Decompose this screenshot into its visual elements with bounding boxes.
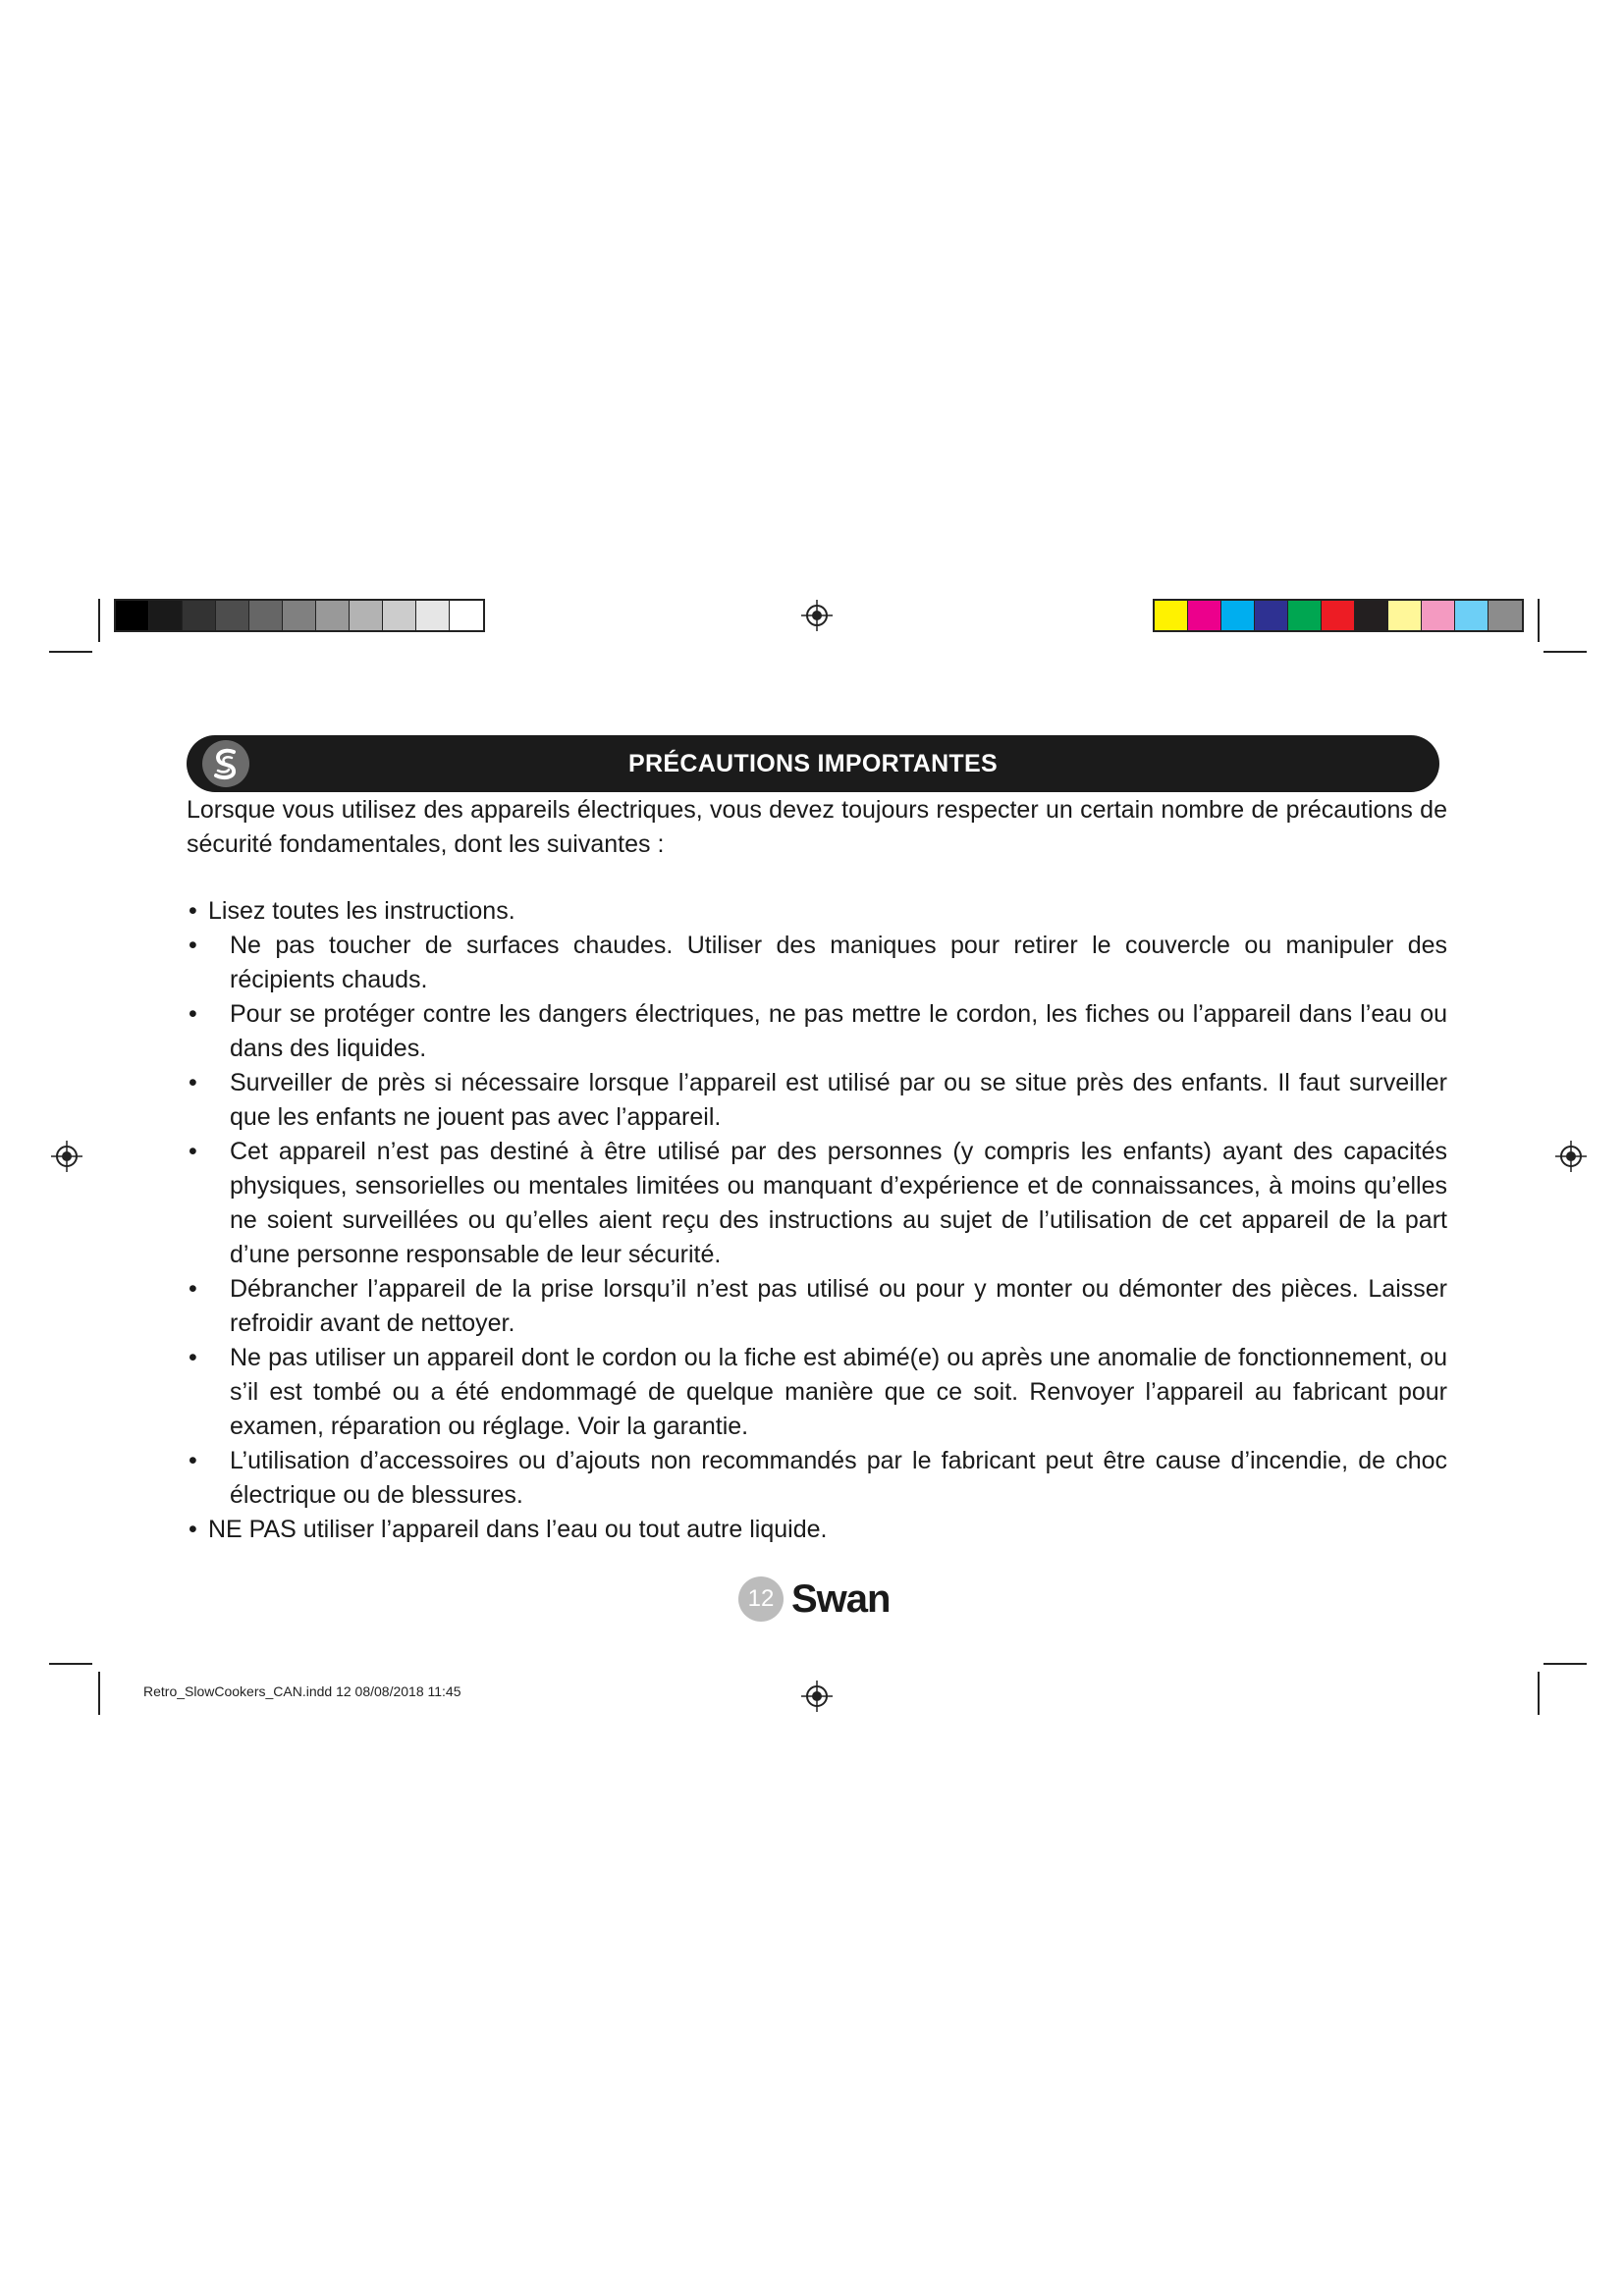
list-item: • Pour se protéger contre les dangers électriques, ne pas mettre le cordon, les fiches ou l’appareil dans l’eau ou dans des liquides. [187, 997, 1447, 1066]
list-item: • Cet appareil n’est pas destiné à être utilisé par des personnes (y compris les enfants) ayant des capacités physiques, sensorielles ou mentales limitées ou manquant d’expérience et de connaissances, à moins qu’elles ne soient surveillées ou qu’elles aient reçu des instructions au sujet de l’utilisation de cet appareil de la part d’une personne responsable de leur sécurité. [187, 1135, 1447, 1272]
list-item: • Ne pas toucher de surfaces chaudes. Utiliser des maniques pour retirer le couvercle ou manipuler des récipients chauds. [187, 929, 1447, 997]
color-swatch [1155, 601, 1188, 630]
color-swatch [1188, 601, 1221, 630]
gray-swatch [249, 601, 283, 630]
crop-mark [1543, 651, 1587, 653]
brand-logo [791, 1575, 890, 1624]
list-item: • Lisez toutes les instructions. [187, 894, 1447, 929]
gray-swatch [149, 601, 183, 630]
color-swatch [1489, 601, 1522, 630]
crop-mark [1543, 1663, 1587, 1665]
grayscale-bar [114, 599, 485, 632]
color-swatch [1355, 601, 1388, 630]
gray-swatch [450, 601, 483, 630]
color-swatch [1455, 601, 1489, 630]
print-slug: Retro_SlowCookers_CAN.indd 12 08/08/2018 11:45 [143, 1683, 461, 1699]
registration-mark-icon [51, 1141, 82, 1172]
safety-content [187, 793, 1447, 1547]
list-item: • Surveiller de près si nécessaire lorsque l’appareil est utilisé par ou se situe près des enfants. Il faut surveiller que les enfants ne jouent pas avec l’appareil. [187, 1066, 1447, 1135]
brand-name: Swan [791, 1576, 891, 1621]
registration-mark-icon [801, 600, 833, 631]
gray-swatch [416, 601, 450, 630]
page-title: PRÉCAUTIONS IMPORTANTES [628, 750, 998, 777]
color-swatch [1388, 601, 1422, 630]
list-item: • Ne pas utiliser un appareil dont le cordon ou la fiche est abimé(e) ou après une anomalie de fonctionnement, ou s’il est tombé ou a été endommagé de quelque manière que ce soit. Renvoyer l’appareil au fabricant pour examen, réparation ou réglage. Voir la garantie. [187, 1341, 1447, 1444]
gray-swatch [350, 601, 383, 630]
crop-mark [49, 651, 92, 653]
color-swatch [1288, 601, 1322, 630]
gray-swatch [183, 601, 216, 630]
list-item: • NE PAS utiliser l’appareil dans l’eau ou tout autre liquide. [187, 1513, 1447, 1547]
list-item: • L’utilisation d’accessoires ou d’ajouts non recommandés par le fabricant peut être cause d’incendie, de choc électrique ou de blessures. [187, 1444, 1447, 1513]
crop-mark [98, 599, 100, 642]
gray-swatch [116, 601, 149, 630]
gray-swatch [383, 601, 416, 630]
process-color-bar [1153, 599, 1524, 632]
page-number: 12 [738, 1576, 784, 1622]
list-item: • Débrancher l’appareil de la prise lorsqu’il n’est pas utilisé ou pour y monter ou démonter des pièces. Laisser refroidir avant de nettoyer. [187, 1272, 1447, 1341]
color-swatch [1422, 601, 1455, 630]
crop-mark [1538, 599, 1540, 642]
intro-paragraph: Lorsque vous utilisez des appareils électriques, vous devez toujours respecter un certain nombre de précautions de sécurité fondamentales, dont les suivantes : [187, 796, 1447, 858]
section-header [187, 735, 1439, 792]
color-swatch [1322, 601, 1355, 630]
precautions-list [187, 894, 1447, 1547]
gray-swatch [216, 601, 249, 630]
registration-mark-icon [1555, 1141, 1587, 1172]
crop-mark [49, 1663, 92, 1665]
gray-swatch [283, 601, 316, 630]
color-swatch [1221, 601, 1255, 630]
gray-swatch [316, 601, 350, 630]
crop-mark [1538, 1672, 1540, 1715]
registration-mark-icon [801, 1681, 833, 1712]
color-swatch [1255, 601, 1288, 630]
crop-mark [98, 1672, 100, 1715]
